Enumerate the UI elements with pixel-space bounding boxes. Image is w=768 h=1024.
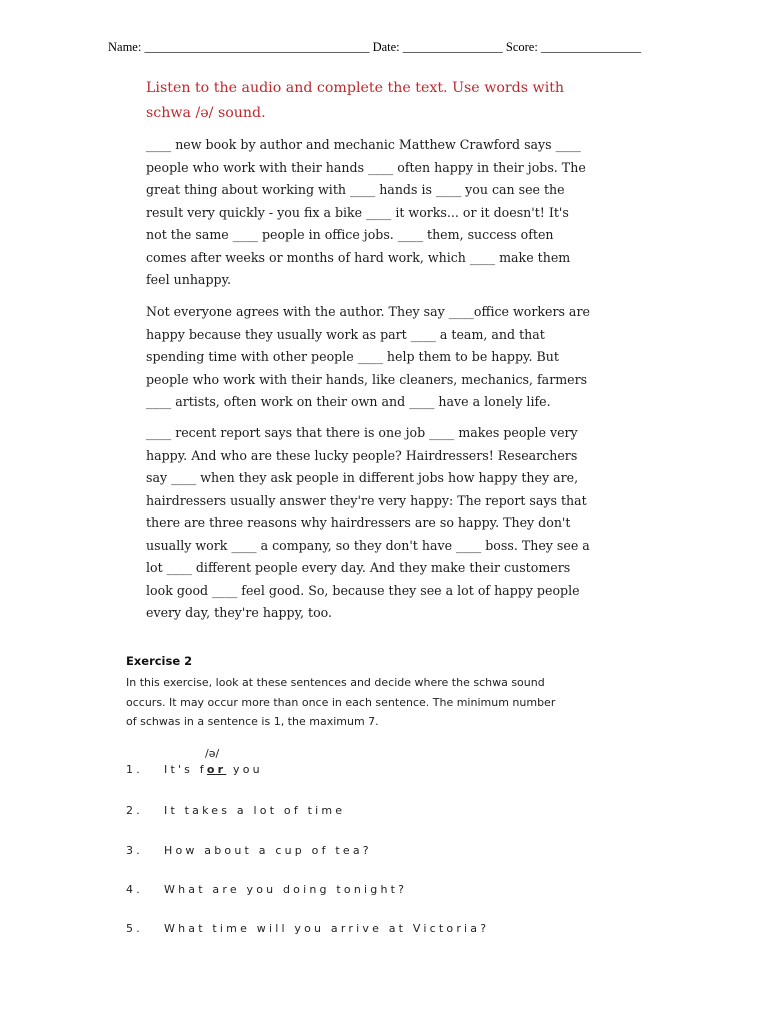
passage-line: spending time with other people ____ help them to be happy. But — [146, 349, 559, 364]
sentence-text: It's f — [164, 763, 207, 776]
sentence-text: How about a cup of tea? — [164, 844, 372, 857]
sentence-number: 2. — [126, 804, 143, 817]
description-line: of schwas in a sentence is 1, the maximum 7. — [126, 715, 379, 728]
instruction-line: schwa /ə/ sound. — [146, 105, 266, 121]
exercise-2-description — [126, 673, 646, 732]
schwa-highlight: or — [206, 763, 227, 776]
sentence-text: What are you doing tonight? — [164, 883, 408, 896]
passage-line: happy because they usually work as part ____ a team, and that — [146, 326, 545, 342]
sentence-2 — [126, 804, 345, 817]
passage-line: say ____ when they ask people in different jobs how happy they are, — [146, 470, 579, 485]
passage-line: ____ new book by author and mechanic Matthew Crawford says ____ — [146, 137, 581, 152]
listening-instruction — [146, 76, 616, 126]
passage-line: ____ artists, often work on their own and ____ have a lonely life. — [146, 394, 551, 409]
sentence-4 — [126, 883, 407, 896]
sentence-number: 1. — [126, 763, 143, 776]
sentence-number: 4. — [126, 883, 143, 896]
passage-line: ____ recent report says that there is one job ____ makes people very — [146, 425, 578, 440]
passage-line: look good ____ feel good. So, because they see a lot of happy people — [146, 582, 580, 598]
schwa-phonetic-mark: /ə/ — [205, 747, 220, 760]
sentence-text: It takes a lot of time — [164, 804, 346, 817]
name-date-score-line: Name: ____________________________________ Date: ________________ Score: ________________ — [108, 40, 641, 54]
passage-line: result very quickly - you fix a bike ____ it works... or it doesn't! It's — [146, 204, 569, 220]
passage-line: happy. And who are these lucky people? Hairdressers! Researchers — [146, 447, 578, 463]
passage-line: great thing about working with ____ hands is ____ you can see the — [146, 182, 565, 197]
sentence-text: you — [226, 763, 263, 776]
passage-line: comes after weeks or months of hard work, which ____ make them — [146, 249, 571, 265]
passage-line: people who work with their hands ____ often happy in their jobs. The — [146, 159, 586, 175]
sentence-text: What time will you arrive at Victoria? — [164, 922, 490, 935]
instruction-line: Listen to the audio and complete the text. Use words with — [146, 80, 565, 96]
passage-line: people who work with their hands, like cleaners, mechanics, farmers — [146, 371, 588, 387]
passage-line: usually work ____ a company, so they don't have ____ boss. They see a — [146, 537, 590, 553]
passage-line: feel unhappy. — [146, 272, 232, 287]
passage-line: not the same ____ people in office jobs. ____ them, success often — [146, 227, 554, 242]
sentence-number: 3. — [126, 844, 143, 857]
exercise-2-title: Exercise 2 — [126, 654, 193, 668]
sentence-5 — [126, 922, 489, 935]
passage-line: every day, they're happy, too. — [146, 605, 333, 620]
sentence-3 — [126, 844, 372, 857]
description-line: In this exercise, look at these sentences and decide where the schwa sound — [126, 676, 545, 689]
passage-line: hairdressers usually answer they're very happy: The report says that — [146, 492, 587, 508]
sentence-1 — [126, 763, 263, 776]
passage-paragraph-2 — [146, 301, 626, 414]
passage-paragraph-1 — [146, 134, 626, 292]
sentence-number: 5. — [126, 922, 143, 935]
passage-paragraph-3 — [146, 422, 626, 625]
description-line: occurs. It may occur more than once in each sentence. The minimum number — [126, 695, 556, 709]
passage-line: there are three reasons why hairdressers are so happy. They don't — [146, 515, 571, 530]
passage-line: lot ____ different people every day. And they make their customers — [146, 560, 571, 575]
passage-line: Not everyone agrees with the author. They say ____office workers are — [146, 304, 590, 319]
